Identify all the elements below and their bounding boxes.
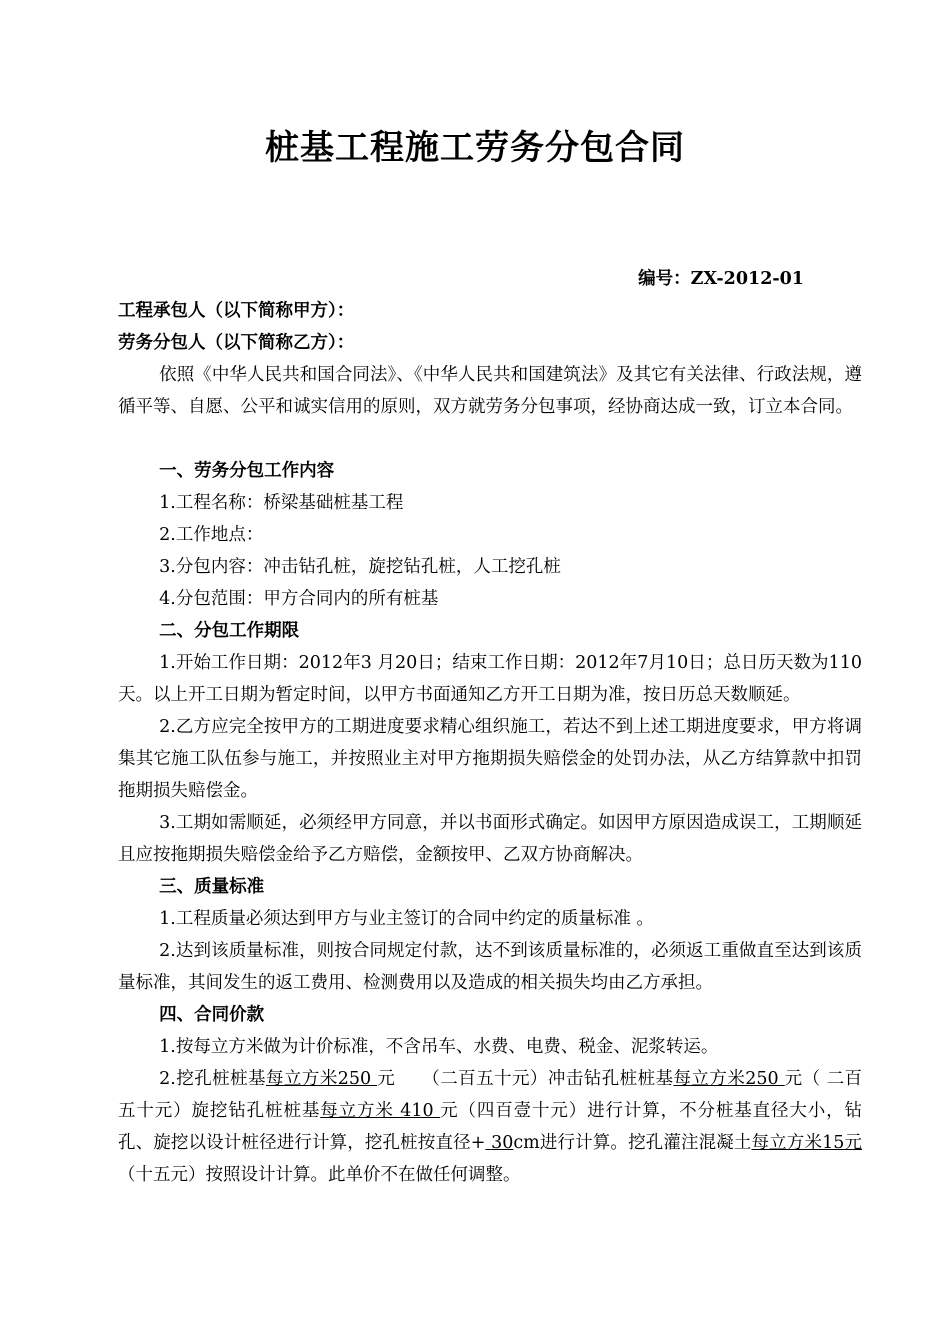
document-number: 编号：ZX-2012-01	[638, 269, 804, 289]
sections	[118, 455, 862, 1063]
section-heading: 一、劳务分包工作内容	[159, 461, 335, 481]
text: cm进行计算。挖孔灌注混凝土	[513, 1133, 752, 1153]
underlined-value: 每立方米250	[673, 1069, 785, 1089]
underlined-value: 30	[485, 1133, 514, 1153]
text: 元 （二百五十元）冲击钻孔桩桩基	[377, 1069, 674, 1089]
clause: 1.工程名称：桥梁基础桩基工程	[159, 493, 404, 513]
underlined-value: 每立方米 410	[320, 1101, 441, 1121]
clause: 2.达到该质量标准，则按合同规定付款，达不到该质量标准的，必须返工重做直至达到该质量标准，其间发生的返工费用、检测费用以及造成的相关损失均由乙方承担。	[118, 941, 862, 993]
clause: 3.分包内容：冲击钻孔桩，旋挖钻孔桩，人工挖孔桩	[159, 557, 561, 577]
clause: 4.分包范围：甲方合同内的所有桩基	[159, 589, 439, 609]
section-heading: 四、合同价款	[159, 1005, 265, 1025]
contract-body	[118, 263, 862, 1191]
clause: 2.乙方应完全按甲方的工期进度要求精心组织施工，若达不到上述工期进度要求，甲方将调集其它施工队伍参与施工，并按照业主对甲方拖期损失赔偿金的处罚办法，从乙方结算款中扣罚拖期损失赔偿金。	[118, 717, 862, 801]
party-b-label: 劳务分包人（以下简称乙方）：	[118, 333, 355, 353]
section-heading: 二、分包工作期限	[159, 621, 300, 641]
text: 元（四百壹十元）进行计算，不分桩基直径大小，钻孔、旋挖以设计桩径进行计算，挖孔桩按直径+	[118, 1101, 863, 1153]
document-title: 桩基工程施工劳务分包合同	[265, 128, 685, 168]
party-a-label: 工程承包人（以下简称甲方）：	[118, 301, 355, 321]
text: （十五元）按照设计计算。此单价不在做任何调整。	[118, 1165, 521, 1185]
clause: 1.开始工作日期：2012年3 月20日；结束工作日期：2012年7月10日；总日历天数为110天。以上开工日期为暂定时间，以甲方书面通知乙方开工日期为准，按日历总天数顺延。	[118, 653, 862, 705]
underlined-value: 每立方米15元	[751, 1133, 862, 1153]
clause: 1.工程质量必须达到甲方与业主签订的合同中约定的质量标准 。	[159, 909, 654, 929]
text: 元（ 二百五十元）旋挖钻孔桩桩基	[118, 1069, 863, 1121]
preamble: 依照《中华人民共和国合同法》、《中华人民共和国建筑法》及其它有关法律、行政法规，遵循平等、自愿、公平和诚实信用的原则，双方就劳务分包事项，经协商达成一致，订立本合同。	[118, 365, 862, 417]
section-heading: 三、质量标准	[159, 877, 265, 897]
price-clause-2	[118, 1063, 862, 1191]
clause: 2.工作地点：	[159, 525, 264, 545]
clause: 1.按每立方米做为计价标准，不含吊车、水费、电费、税金、泥浆转运。	[159, 1037, 719, 1057]
text: 2.挖孔桩桩基	[159, 1069, 266, 1089]
underlined-value: 每立方米250	[266, 1069, 378, 1089]
clause: 3.工期如需顺延，必须经甲方同意，并以书面形式确定。如因甲方原因造成误工，工期顺延且应按拖期损失赔偿金给予乙方赔偿，金额按甲、乙双方协商解决。	[118, 813, 862, 865]
